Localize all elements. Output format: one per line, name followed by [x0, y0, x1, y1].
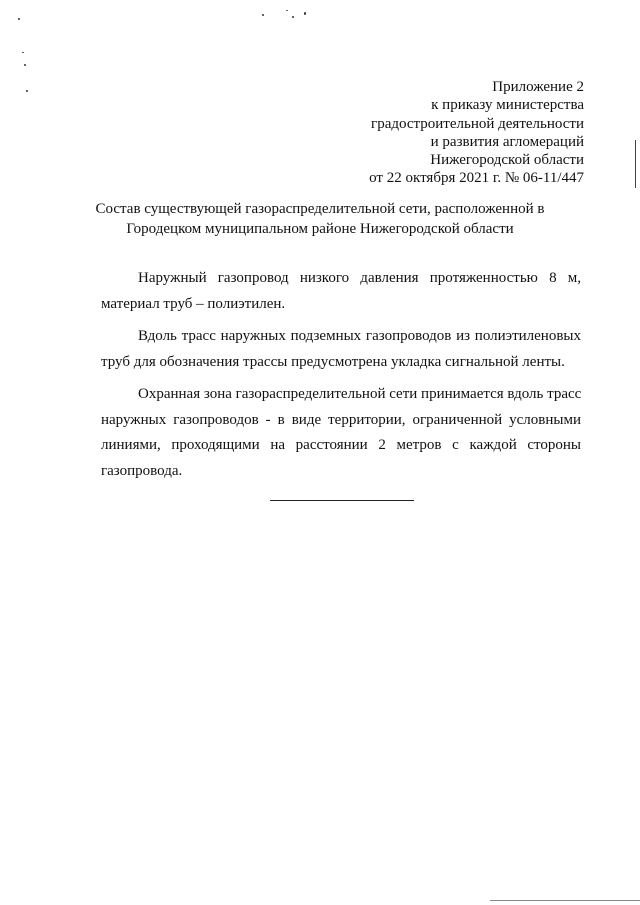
document-body	[101, 266, 581, 491]
appendix-line: градостроительной деятельности	[371, 115, 584, 132]
appendix-line: от 22 октября 2021 г. № 06-11/447	[369, 170, 584, 187]
scan-bottom-mark	[490, 900, 640, 901]
title-line: Состав существующей газораспределительной сети, расположенной в	[95, 201, 545, 217]
paragraph-line: газопровода.	[101, 462, 183, 479]
paragraph-line: труб для обозначения трассы предусмотрена укладка сигнальной ленты.	[101, 353, 565, 370]
title-line: Городецком муниципальном районе Нижегородской области	[126, 220, 514, 237]
paragraph-line: Наружный газопровод низкого давления протяженностью 8 м,	[138, 270, 581, 286]
paragraph-pipeline	[101, 266, 581, 317]
appendix-line: Приложение 2	[492, 79, 584, 95]
scan-speck	[292, 16, 294, 18]
scan-speck	[26, 90, 28, 92]
document-title	[60, 200, 580, 239]
scan-edge-mark	[635, 140, 636, 188]
appendix-line: и развития агломераций	[430, 133, 584, 150]
paragraph-signal-tape	[101, 324, 581, 375]
scan-speck	[24, 64, 26, 66]
paragraph-line: наружных газопроводов - в виде территории, ограниченной условными	[101, 411, 581, 428]
paragraph-line: Охранная зона газораспределительной сети принимается вдоль трасс	[138, 386, 582, 402]
appendix-line: к приказу министерства	[431, 97, 584, 114]
scan-speck	[22, 52, 24, 53]
scan-speck	[286, 10, 288, 11]
paragraph-line: Вдоль трасс наружных подземных газопроводов из полиэтиленовых	[138, 328, 581, 344]
scan-speck	[304, 12, 306, 15]
scan-speck	[262, 14, 264, 16]
paragraph-line: линиями, проходящими на расстоянии 2 метров с каждой стороны	[101, 437, 581, 453]
scan-speck	[18, 18, 20, 20]
closing-rule	[270, 500, 414, 501]
appendix-line: Нижегородской области	[430, 152, 584, 169]
paragraph-line: материал труб – полиэтилен.	[101, 295, 286, 312]
paragraph-protection-zone	[101, 382, 581, 484]
appendix-header	[369, 78, 584, 188]
